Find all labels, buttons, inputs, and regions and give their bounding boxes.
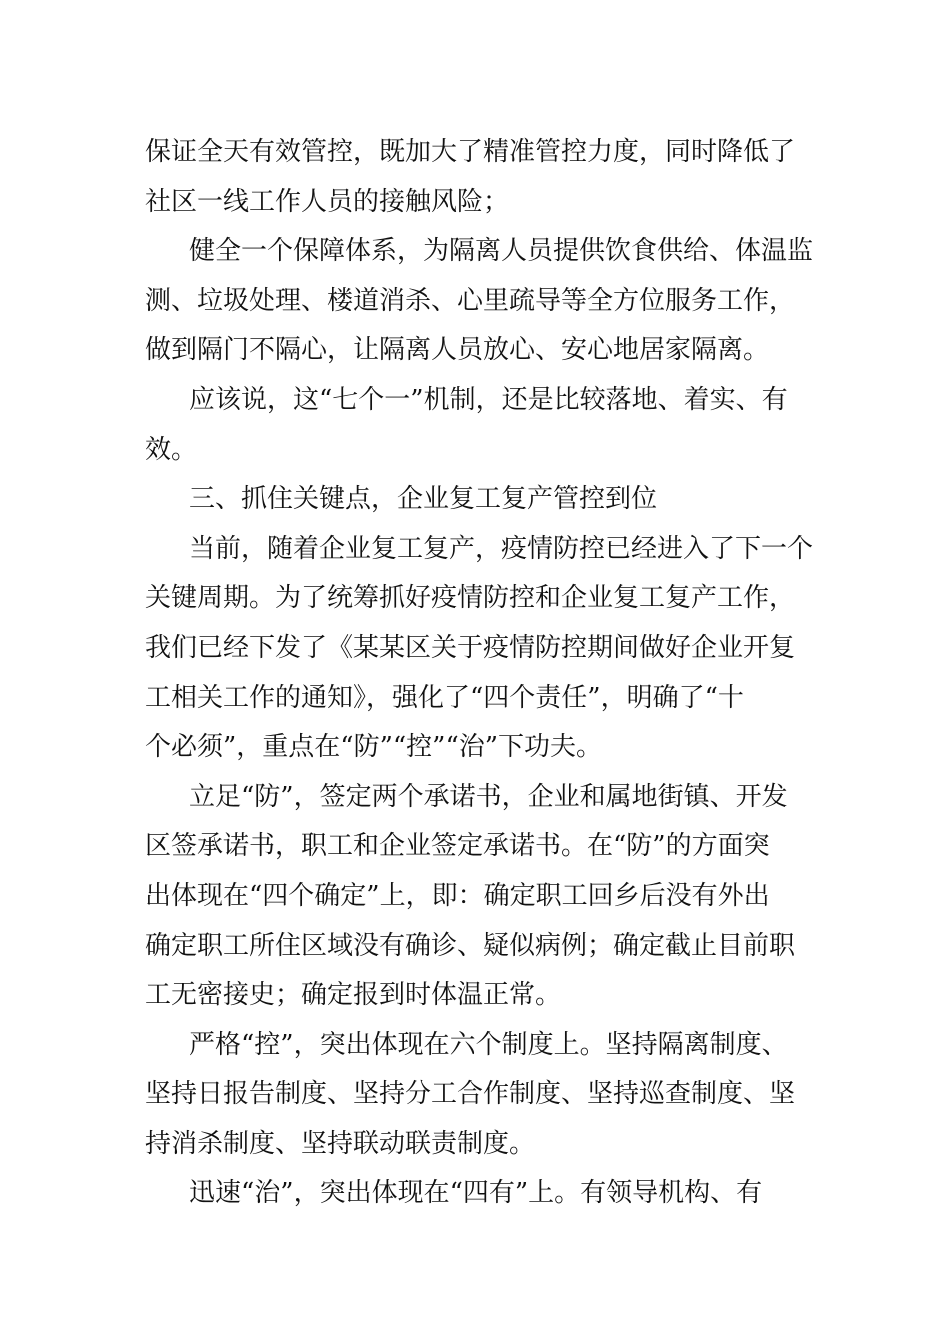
text-line: 个必须”，重点在“防”“控”“治”下功夫。 [145,732,603,763]
text-line: 确定职工所住区域没有确诊、疑似病例；确定截止目前职 [145,930,796,961]
paragraph-start-line: 应该说，这“七个一”机制，还是比较落地、着实、有 [189,384,788,415]
text-line: 工无密接史；确定报到时体温正常。 [145,980,562,1011]
text-line: 我们已经下发了《某某区关于疫情防控期间做好企业开复 [145,632,796,663]
text-line: 效。 [145,434,198,465]
text-line: 工相关工作的通知》，强化了“四个责任”，明确了“十 [145,682,744,713]
text-line: 持消杀制度、坚持联动联责制度。 [145,1128,536,1159]
paragraph-start-line: 迅速“治”，突出体现在“四有”上。有领导机构、有 [189,1178,763,1209]
text-line: 保证全天有效管控，既加大了精准管控力度，同时降低了 [145,137,796,167]
section-heading: 三、抓住关键点，企业复工复产管控到位 [189,484,658,515]
paragraph-start-line: 立足“防”，签定两个承诺书，企业和属地街镇、开发 [189,781,788,812]
text-line: 做到隔门不隔心，让隔离人员放心、安心地居家隔离。 [145,335,770,366]
paragraph-start-line: 当前，随着企业复工复产，疫情防控已经进入了下一个 [189,533,814,564]
paragraph-start-line: 严格“控”，突出体现在六个制度上。坚持隔离制度、 [189,1029,788,1060]
text-line: 出体现在“四个确定”上，即：确定职工回乡后没有外出 [145,880,770,911]
text-line: 区签承诺书，职工和企业签定承诺书。在“防”的方面突 [145,831,770,862]
text-line: 关键周期。为了统筹抓好疫情防控和企业复工复产工作， [145,583,796,614]
text-line: 坚持日报告制度、坚持分工合作制度、坚持巡查制度、坚 [145,1079,796,1110]
body-text [145,128,814,1219]
text-line: 测、垃圾处理、楼道消杀、心里疏导等全方位服务工作， [145,285,796,316]
text-line: 社区一线工作人员的接触风险； [145,186,510,217]
paragraph-start-line: 健全一个保障体系，为隔离人员提供饮食供给、体温监 [189,236,814,267]
